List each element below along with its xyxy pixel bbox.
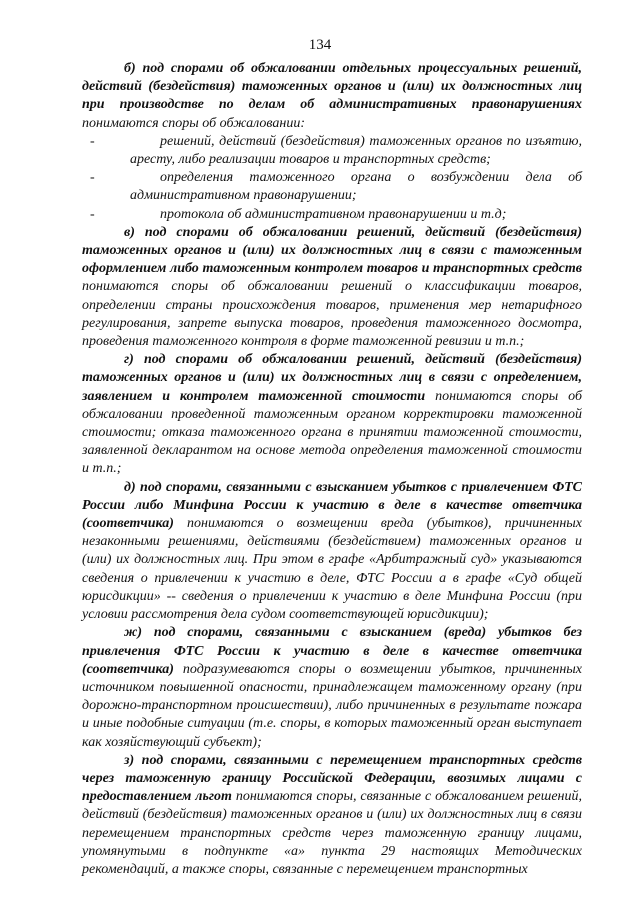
paragraph-z-heading: з) под спорами, связанными с перемещением транспортных средств через таможенную границу Российской Федерации, ввозимых лицами с предоставлением льгот xyxy=(82,752,582,805)
paragraph-g-text: понимаются споры об обжаловании проведенной таможенным органом корректировки таможенной стоимости; отказа таможенного органа в принятии таможенной стоимости, заявленной декларантом на основе метода определения таможенной стоимости и т.п.; xyxy=(82,388,582,477)
paragraph-g xyxy=(82,351,582,478)
paragraph-v xyxy=(82,224,582,351)
list-item-text: решений, действий (бездействия) таможенных органов по изъятию, аресту, либо реализации товаров и транспортных средств; xyxy=(130,133,582,168)
paragraph-b-text: понимаются споры об обжаловании: xyxy=(82,115,306,131)
paragraph-zh-heading: ж) под спорами, связанными с взысканием (вреда) убытков без привлечения ФТС России к участию в деле в качестве ответчика (соответчика) xyxy=(82,625,582,677)
paragraph-z xyxy=(82,752,582,879)
list-dash: - xyxy=(90,133,95,149)
list-item xyxy=(82,169,582,205)
paragraph-zh-text: подразумеваются споры о возмещении убытков, причиненных источником повышенной опасности, принадлежащем таможенному органу (при дорожно-транспортном происшествии), либо причиненных в результате пожара и иные подобные ситуации (т.е. споры, в которых таможенный орган выступает как хозяйствующий субъект); xyxy=(82,661,582,750)
page-number: 134 xyxy=(308,37,332,53)
paragraph-b-heading: б) под спорами об обжаловании отдельных процессуальных решений, действий (бездействия) таможенных органов и (или) их должностных лиц при производстве по делам об административных правонарушениях xyxy=(82,61,582,113)
paragraph-d xyxy=(82,479,582,625)
list-dash: - xyxy=(90,206,95,222)
document-body xyxy=(82,60,582,879)
paragraph-d-text: понимаются о возмещении вреда (убытков), причиненных незаконными решениями, действиями (бездействием) таможенных органов и (или) их должностных лиц. При этом в графе «Арбитражный суд» указываются сведения о привлечении к участию в деле, ФТС России а в графе «Суд общей юрисдикции» -- сведения о привлечении к участию в деле Минфина России (при условии рассмотрения дела судом соответствующей юрисдикции); xyxy=(82,516,582,623)
list-item xyxy=(82,206,582,224)
paragraph-z-text: понимаются споры, связанные с обжалованием решений, действий (бездействия) таможенных органов и (или) их должностных лиц в связи перемещением транспортных средств через таможенную границу лицами, упомянутыми в подпункте «а» пункта 29 настоящих Методических рекомендаций, а также споры, связанные с перемещением транспортных xyxy=(82,789,582,877)
paragraph-g-heading: г) под спорами об обжаловании решений, действий (бездействия) таможенных органов и (или) их должностных лиц в связи с определением, заявлением и контролем таможенной стоимости xyxy=(82,352,582,404)
paragraph-d-heading: д) под спорами, связанными с взысканием убытков с привлечением ФТС России либо Минфина России к участию в деле в качестве ответчика (соответчика) xyxy=(82,479,582,532)
list-dash: - xyxy=(90,170,95,186)
paragraph-b xyxy=(82,60,582,133)
list-item-text: протокола об административном правонарушении и т.д; xyxy=(160,206,507,222)
paragraph-v-heading: в) под спорами об обжаловании решений, действий (бездействия) таможенных органов и (или) их должностных лиц в связи с таможенным оформлением либо таможенным контролем товаров и транспортных средств xyxy=(82,224,582,277)
list-item-text: определения таможенного органа о возбуждении дела об административном правонарушении; xyxy=(130,170,582,204)
list-item xyxy=(82,133,582,169)
paragraph-zh xyxy=(82,624,582,751)
paragraph-v-text: понимаются споры об обжаловании решений о классификации товаров, определении страны происхождения товаров, применения мер нетарифного регулирования, запрете выпуска товаров, проведения таможенного досмотра, проведения таможенного контроля в форме таможенной ревизии и т.п.; xyxy=(82,279,582,350)
